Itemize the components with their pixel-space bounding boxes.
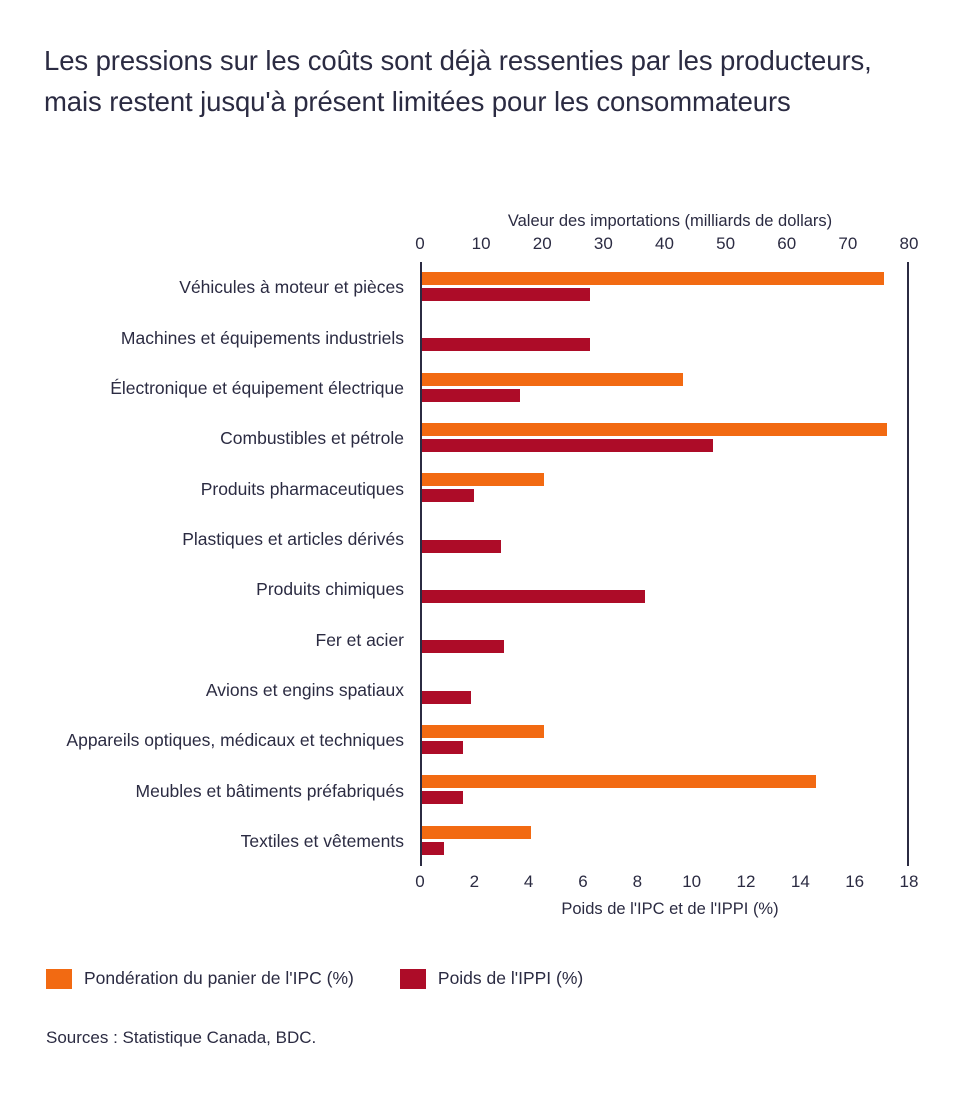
- bar-group: [420, 765, 909, 815]
- legend-item-ippi[interactable]: [400, 968, 583, 989]
- legend-label: Pondération du panier de l'IPC (%): [84, 968, 354, 988]
- top-tick-50: 50: [716, 234, 736, 253]
- category-label: Machines et équipements industriels: [120, 327, 404, 348]
- bar-ippi: [422, 540, 501, 553]
- top-tick-40: 40: [655, 234, 674, 253]
- bar-ippi: [422, 439, 713, 452]
- category-label: Électronique et équipement électrique: [110, 377, 404, 398]
- bottom-tick-6: 6: [578, 872, 588, 891]
- bottom-tick-4: 4: [523, 872, 534, 891]
- category-labels: [0, 262, 414, 866]
- bar-group: [420, 413, 909, 463]
- bar-cpi: [422, 373, 683, 386]
- bottom-tick-2: 2: [469, 872, 480, 891]
- bar-group: [420, 262, 909, 312]
- bar-cpi: [422, 826, 531, 839]
- bar-cpi: [422, 473, 544, 486]
- legend-item-cpi[interactable]: [46, 968, 354, 989]
- top-axis-label: Valeur des importations (milliards de dollars): [507, 212, 833, 230]
- chart-legend: [46, 968, 629, 989]
- top-tick-20: 20: [532, 234, 552, 253]
- chart-container: [0, 200, 960, 930]
- source-note: Sources : Statistique Canada, BDC.: [46, 1028, 317, 1047]
- category-label: Textiles et vêtements: [240, 830, 404, 851]
- bar-group: [420, 514, 909, 564]
- bar-ippi: [422, 741, 463, 754]
- category-label: Appareils optiques, médicaux et techniques: [66, 730, 404, 751]
- bar-cpi: [422, 775, 816, 788]
- category-label: Meubles et bâtiments préfabriqués: [135, 780, 404, 801]
- bar-group: [420, 614, 909, 664]
- bar-ippi: [422, 842, 444, 855]
- plot-area: [420, 262, 909, 866]
- bar-cpi: [422, 725, 544, 738]
- bar-group: [420, 564, 909, 614]
- bar-ippi: [422, 791, 463, 804]
- bar-group: [420, 363, 909, 413]
- bottom-tick-0: 0: [415, 872, 425, 891]
- category-label: Produits chimiques: [256, 579, 404, 600]
- top-tick-30: 30: [593, 234, 613, 253]
- top-tick-0: 0: [415, 234, 425, 253]
- bar-ippi: [422, 338, 590, 351]
- top-tick-10: 10: [471, 234, 491, 253]
- bar-group: [420, 312, 909, 362]
- bottom-tick-8: 8: [632, 872, 643, 891]
- bar-group: [420, 665, 909, 715]
- bar-group: [420, 715, 909, 765]
- bottom-tick-10: 10: [682, 872, 702, 891]
- bottom-tick-12: 12: [736, 872, 756, 891]
- page-title: Les pressions sur les coûts sont déjà ressenties par les producteurs, mais restent jusqu'à présent limitées pour les consommateurs: [44, 45, 872, 117]
- category-label: Combustibles et pétrole: [220, 428, 404, 449]
- bottom-tick-18: 18: [899, 872, 919, 891]
- top-tick-70: 70: [838, 234, 858, 253]
- legend-swatch-icon: [46, 969, 72, 989]
- top-axis-ticks: [415, 234, 919, 256]
- bar-ippi: [422, 691, 471, 704]
- bar-ippi: [422, 389, 520, 402]
- bar-ippi: [422, 640, 504, 653]
- bar-cpi: [422, 423, 887, 436]
- bar-group: [420, 463, 909, 513]
- bottom-axis-ticks: [415, 872, 919, 894]
- bottom-axis-label: Poids de l'IPC et de l'IPPI (%): [561, 900, 779, 918]
- bar-cpi: [422, 272, 884, 285]
- category-label: Plastiques et articles dérivés: [182, 528, 404, 549]
- category-label: Produits pharmaceutiques: [200, 478, 404, 499]
- bar-ippi: [422, 489, 474, 502]
- bottom-tick-14: 14: [790, 872, 810, 891]
- category-label: Véhicules à moteur et pièces: [179, 277, 404, 298]
- bar-ippi: [422, 288, 590, 301]
- legend-label: Poids de l'IPPI (%): [437, 968, 584, 988]
- bar-group: [420, 816, 909, 866]
- legend-swatch-icon: [400, 969, 426, 989]
- category-label: Avions et engins spatiaux: [205, 679, 404, 700]
- bar-ippi: [422, 590, 645, 603]
- bottom-tick-16: 16: [845, 872, 865, 891]
- category-label: Fer et acier: [315, 629, 404, 650]
- top-tick-80: 80: [899, 234, 919, 253]
- top-tick-60: 60: [777, 234, 797, 253]
